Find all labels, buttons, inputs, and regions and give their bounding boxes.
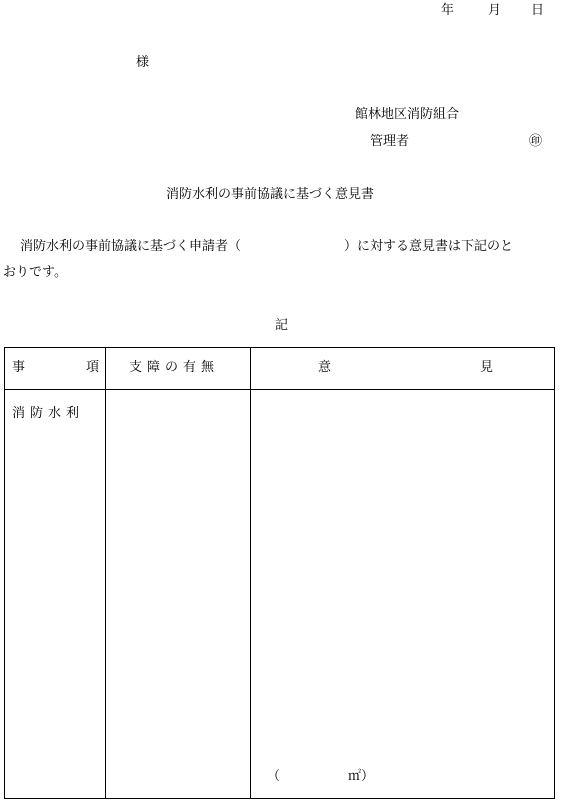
header-opinion-char-1: 意: [318, 360, 332, 375]
ki-heading: 記: [275, 318, 289, 333]
date-month-label: 月: [488, 3, 502, 18]
row-label-water-supply: 消防水利: [12, 406, 85, 421]
body-text-line-2: おりです。: [3, 265, 67, 280]
header-opinion-char-2: 見: [480, 360, 494, 375]
body-text-line-1: [20, 239, 513, 255]
header-obstacle: 支障の有無: [129, 360, 220, 375]
body-text-before-blank: 消防水利の事前協議に基づく申請者（: [20, 239, 242, 254]
document-title: 消防水利の事前協議に基づく意見書: [166, 187, 375, 202]
seal-mark: ㊞: [529, 134, 543, 149]
organization-name: 館林地区消防組合: [355, 107, 460, 122]
date-year-label: 年: [441, 3, 455, 18]
obstacle-cell[interactable]: [106, 390, 250, 798]
header-item-char-2: 項: [86, 360, 100, 375]
area-open-paren: （: [267, 769, 281, 784]
recipient-suffix: 様: [136, 55, 150, 70]
opinion-table: [4, 347, 555, 799]
opinion-cell[interactable]: [251, 390, 554, 798]
body-text-after-blank: ）に対する意見書は下記のと: [344, 239, 514, 254]
manager-title: 管理者: [370, 134, 410, 149]
date-day-label: 日: [531, 3, 545, 18]
header-item-char-1: 事: [12, 360, 26, 375]
area-unit: ㎡）: [348, 769, 375, 784]
